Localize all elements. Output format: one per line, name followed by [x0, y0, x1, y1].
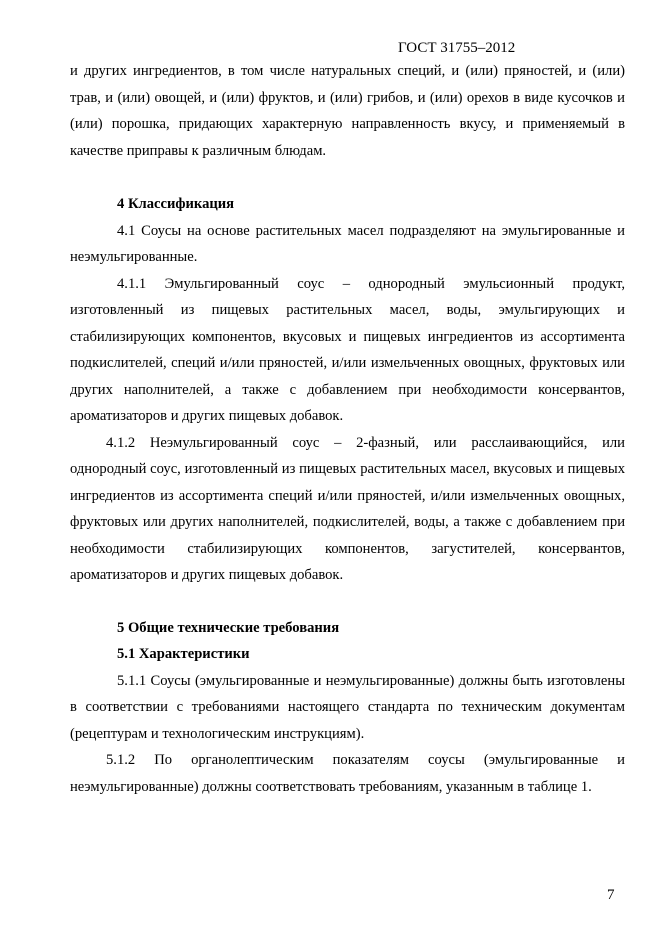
page-number: 7 [607, 887, 615, 903]
paragraph-4-1: 4.1 Соусы на основе растительных масел подразделяют на эмульгированные и неэмульгированные. [70, 222, 625, 265]
section-5-heading: 5 Общие технические требования [117, 619, 340, 636]
spacer [70, 589, 625, 615]
paragraph-5-1-2: 5.1.2 По органолептическим показателям соусы (эмульгированные и неэмульгированные) должны соответствовать требованиям, указанным в таблице 1. [70, 752, 625, 795]
section-4-heading: 4 Классификация [117, 196, 235, 212]
paragraph-5-1-1: 5.1.1 Соусы (эмульгированные и неэмульгированные) должны быть изготовлены в соответствии с требованиями настоящего стандарта по техническим документам (рецептурам и технологическим инструкциям). [70, 672, 625, 742]
intro-continuation-paragraph: и других ингредиентов, в том числе натуральных специй, и (или) пряностей, и (или) трав, и (или) овощей, и (или) фруктов, и (или) грибов, и (или) орехов в виде кусочков и (или) порошка, придающих характерную направленность вкусу, и применяемый в качестве приправы к различным блюдам. [70, 63, 625, 159]
paragraph-4-1-2: 4.1.2 Неэмульгированный соус – 2-фазный, или расслаивающийся, или однородный соус, изготовленный из пищевых растительных масел, вкусовых и пищевых ингредиентов из ассортимента специй и/или пряностей, и/или измельченных овощных, фруктовых или других наполнителей, подкислителей, воды, а также с добавлением при необходимости стабилизирующих компонентов, загустителей, консервантов, ароматизаторов и других пищевых добавок. [70, 434, 625, 583]
section-5-1-heading: 5.1 Характеристики [117, 646, 250, 662]
document-code-header: ГОСТ 31755–2012 [398, 40, 516, 56]
spacer [70, 164, 625, 191]
document-body [70, 58, 625, 800]
paragraph-4-1-1: 4.1.1 Эмульгированный соус – однородный эмульсионный продукт, изготовленный из пищевых растительных масел, воды, эмульгирующих и стабилизирующих компонентов, вкусовых и пищевых ингредиентов из ассортимента подкислителей, специй и/или пряностей, и/или измельченных овощных, фруктовых или других наполнителей, а также с добавлением при необходимости консервантов, ароматизаторов и других пищевых добавок. [70, 275, 625, 424]
